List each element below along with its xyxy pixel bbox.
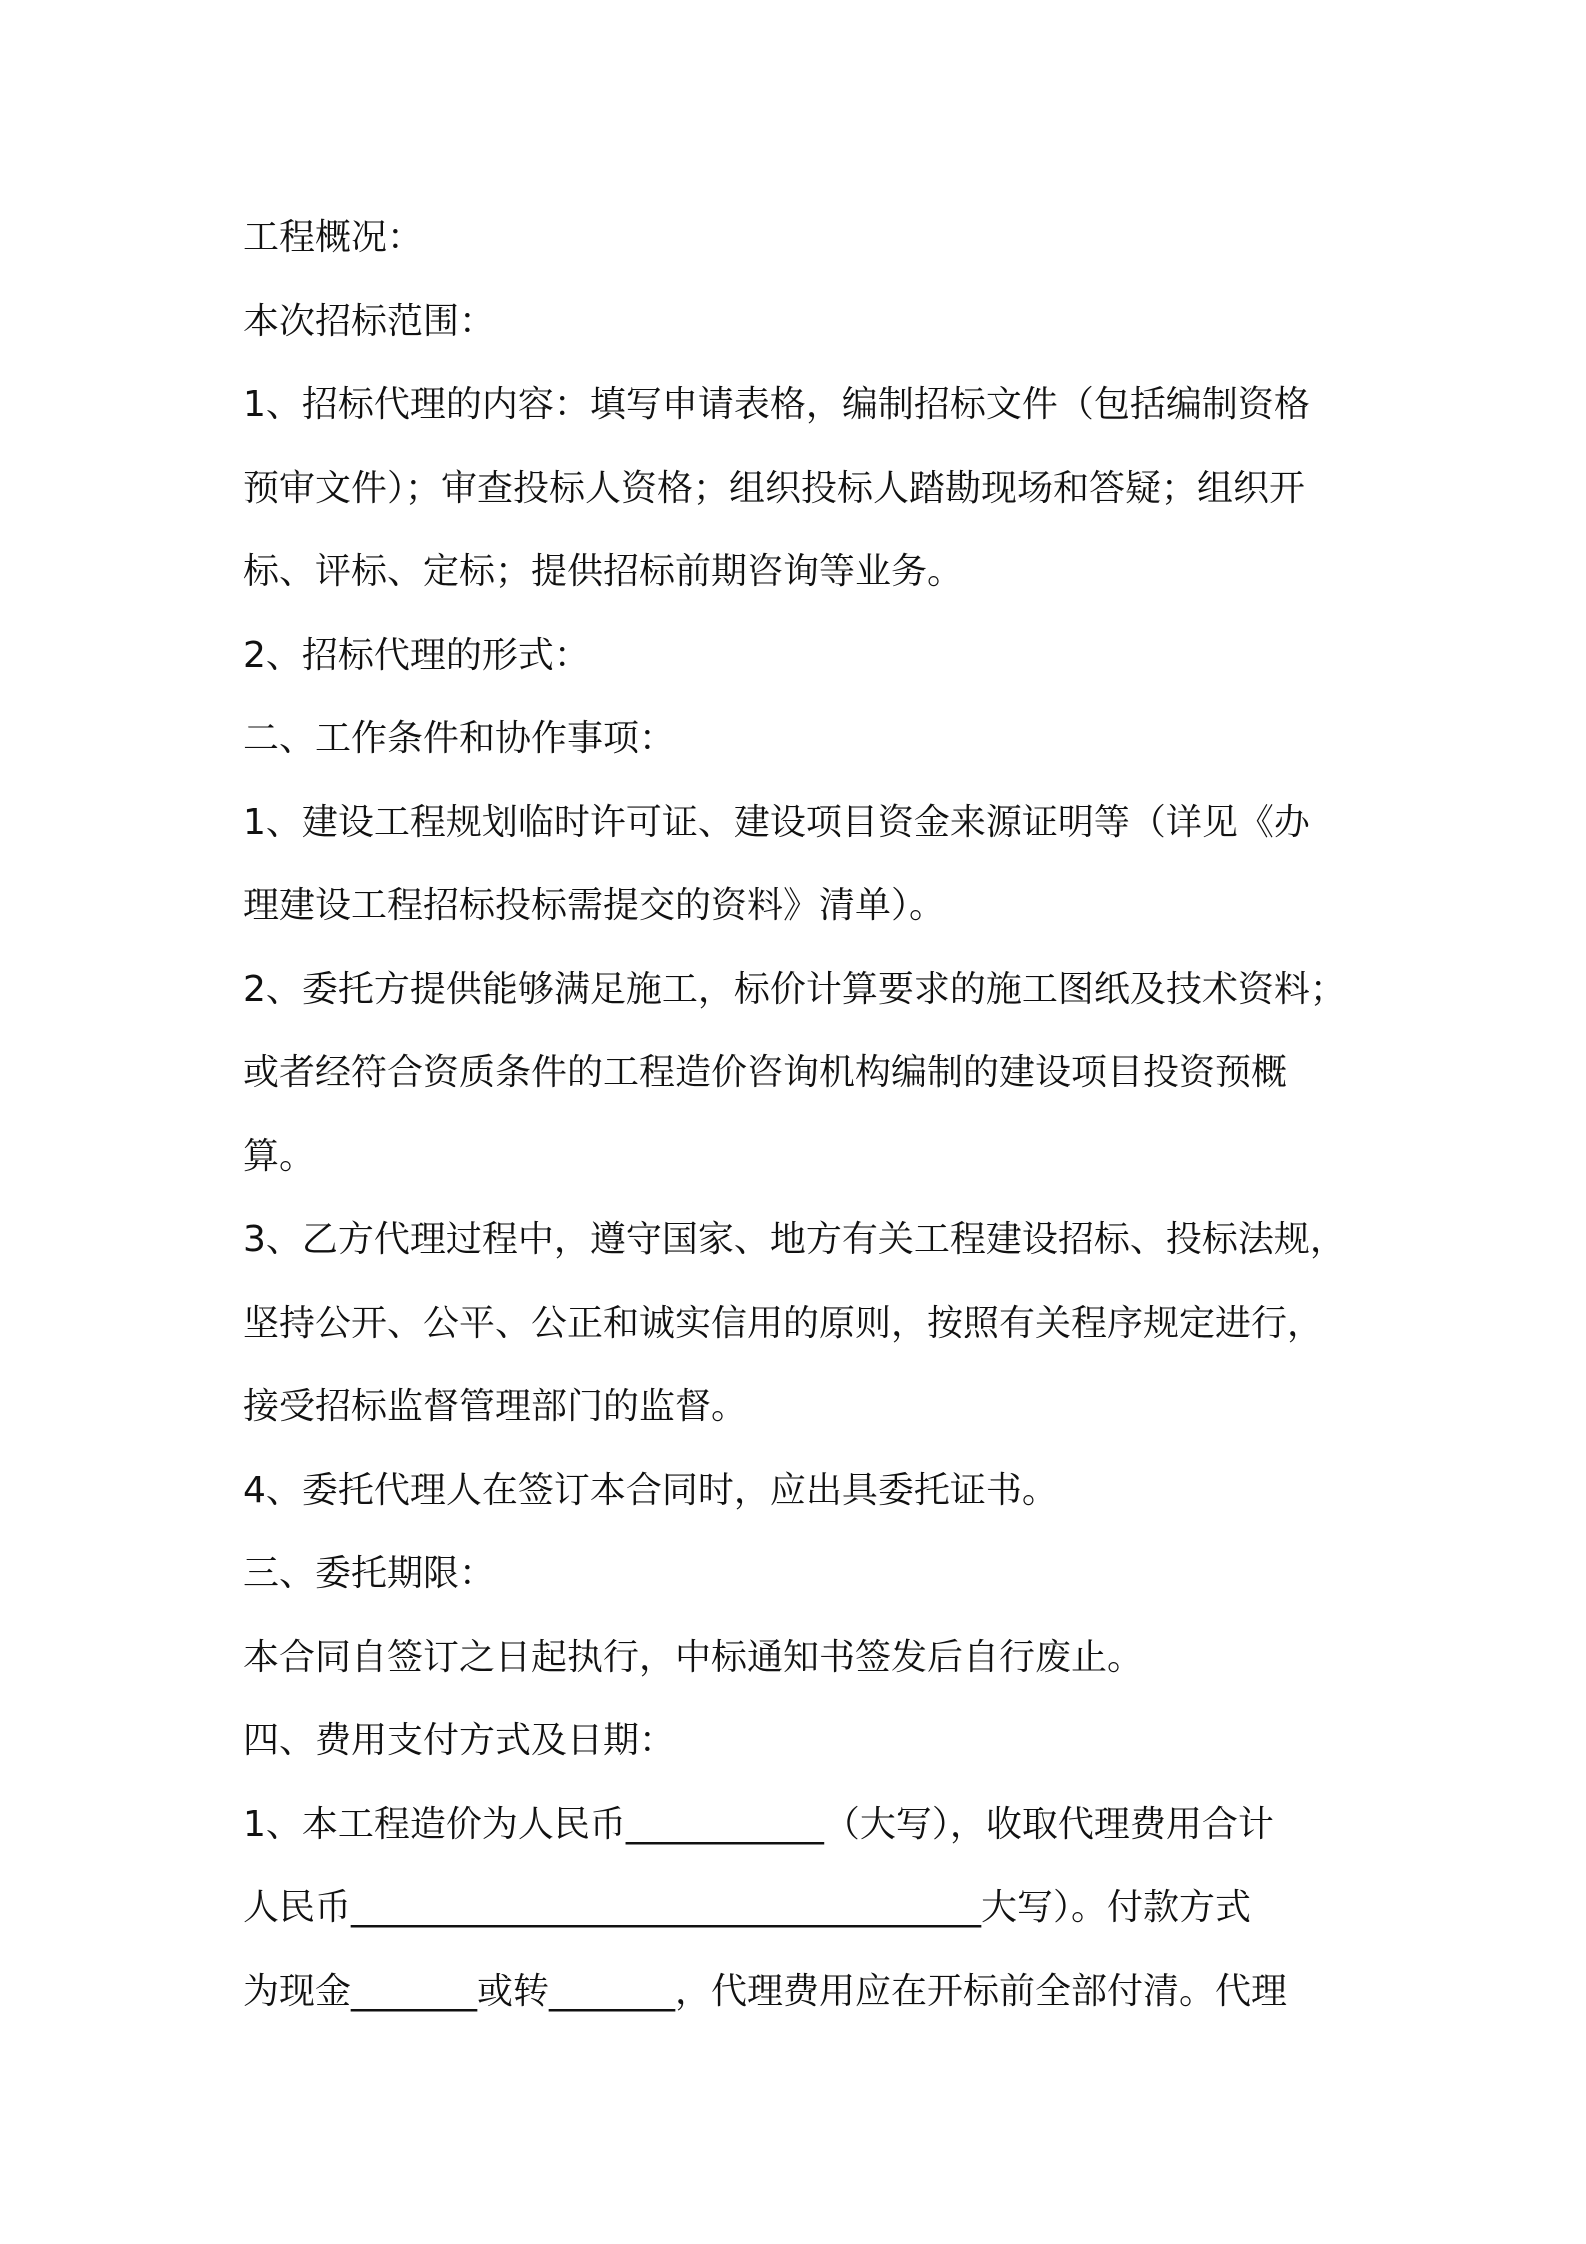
line-client-provides-2: 或者经符合资质条件的工程造价咨询机构编制的建设项目投资预概: [243, 1052, 1288, 1093]
line-agency-content-3: 标、评标、定标；提供招标前期咨询等业务。: [243, 551, 964, 592]
line-payment-1: 1、本工程造价为人民币___________（大写），收取代理费用合计: [243, 1803, 1274, 1845]
line-agency-content-1: 1、招标代理的内容：填写申请表格，编制招标文件（包括编制资格: [243, 384, 1310, 425]
line-agent-process-2: 坚持公开、公平、公正和诚实信用的原则，按照有关程序规定进行，: [243, 1302, 1324, 1344]
line-client-provides-3: 算。: [243, 1135, 316, 1177]
document-body: [243, 196, 1383, 2033]
line-entrusted-agent: 4、委托代理人在签订本合同时，应出具委托证书。: [243, 1469, 1058, 1511]
line-agent-process-1: 3、乙方代理过程中，遵守国家、地方有关工程建设招标、投标法规，: [243, 1219, 1346, 1260]
line-agent-process-3: 接受招标监督管理部门的监督。: [243, 1386, 748, 1427]
line-client-provides-1: 2、委托方提供能够满足施工，标价计算要求的施工图纸及技术资料；: [243, 968, 1346, 1010]
line-payment-3: 为现金_______或转_______，代理费用应在开标前全部付清。代理: [243, 1970, 1288, 2012]
line-agency-content-2: 预审文件）；审查投标人资格；组织投标人踏勘现场和答疑；组织开: [243, 467, 1306, 509]
line-tender-scope: 本次招标范围：: [243, 300, 496, 342]
line-permits-1: 1、建设工程规划临时许可证、建设项目资金来源证明等（详见《办: [243, 801, 1310, 843]
section-heading-payment: 四、费用支付方式及日期：: [243, 1720, 676, 1761]
section-heading-work-conditions: 二、工作条件和协作事项：: [243, 718, 676, 759]
line-payment-2: 人民币___________________________________大写）。付款方式: [243, 1887, 1252, 1928]
line-agency-form: 2、招标代理的形式：: [243, 634, 590, 676]
section-heading-term: 三、委托期限：: [243, 1553, 496, 1594]
line-contract-term: 本合同自签订之日起执行，中标通知书签发后自行废止。: [243, 1636, 1144, 1678]
line-project-overview: 工程概况：: [243, 217, 424, 258]
line-permits-2: 理建设工程招标投标需提交的资料》清单）。: [243, 885, 946, 926]
